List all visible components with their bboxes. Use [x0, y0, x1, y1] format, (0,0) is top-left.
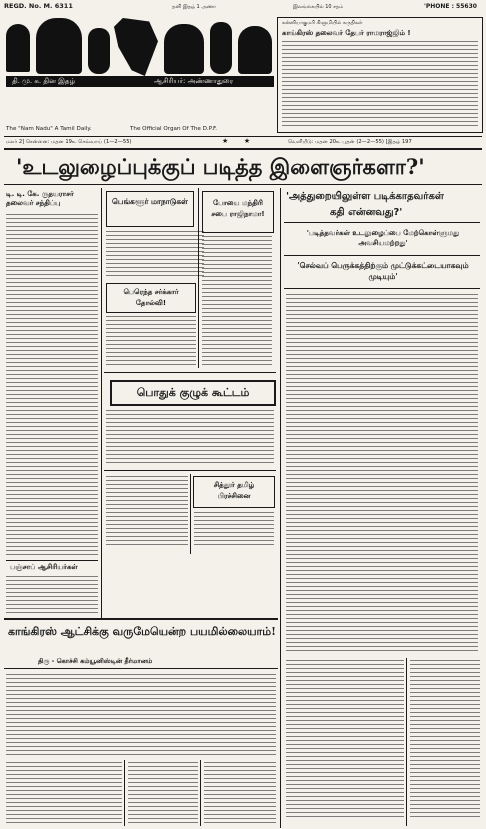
logo-subtitle-left: தி. மு. க. தின இதழ்: [12, 77, 76, 85]
top-right-news-box: [277, 17, 483, 133]
chittoor-tamil-box: [193, 476, 275, 508]
bombay-ministry-title: போயை மந்திரி சபை ராஜிநாமா!: [211, 199, 265, 218]
registration-number: REGD. No. M. 6311: [4, 2, 73, 10]
star-ornament: ★ ★: [222, 137, 251, 145]
right-quote-1: 'படித்தவர்கள் உடலுழைப்பை மேற்கொள்ளுமது அவசியமற்றது': [306, 229, 460, 247]
main-headline: 'உடலுழைப்புக்குப் படித்த இளைஞர்களா?': [16, 154, 425, 179]
berent-government-title: பெரெந்த சர்க்கார் தோல்வி!: [123, 288, 179, 307]
right-headline-line2: கதி என்னவது?': [330, 207, 403, 218]
top-right-box-title: காங்கிரஸ் தலைவர் தேபர் ராமராஜ்ஜிம் !: [282, 29, 411, 37]
english-official-organ: The Official Organ Of The D.P.F.: [130, 126, 218, 132]
top-right-box-heading: கன்னியாகுமரி கிளுமியில் கருதிகள்: [282, 20, 363, 26]
tamilnadu-map-icon: [114, 18, 158, 76]
price-ceylon: இலங்கையில் 10 சதம்: [293, 4, 344, 10]
dateline-left: மலர் 2] சென்னை: மதன 19உ செவ்வாய் (1—2—55): [6, 139, 132, 145]
chittoor-tamil-title: சித்தூர் தமிழ் பிரச்சினை: [213, 481, 255, 500]
general-meeting-title: பொதுக் குழுக் கூட்டம்: [136, 386, 250, 399]
english-tagline: The "Nam Nadu" A Tamil Daily.: [6, 126, 92, 132]
dateline-right: வெளியீடு: மதன 20உ புதன் (2—2—55) [இதழ் 197: [288, 139, 412, 145]
bottom-left-subheading: திரு - கொச்சி கம்யூனிஸ்டின் தீர்மானம்: [38, 657, 153, 665]
price-local: தனி இதழ் 1 அணா: [172, 4, 216, 10]
left-column-heading-punjab: பஞ்சாப் ஆசிரியர்கள்: [10, 563, 78, 571]
right-headline-line1: 'அத்துறையிலுள்ள படிக்காதவர்கள்: [286, 191, 444, 202]
logo-subtitle-right: ஆசிரியர்: அண்ணாதுரை: [154, 77, 234, 85]
phone-number: 'PHONE : 55630: [424, 3, 477, 10]
bangalore-conference-box: [106, 191, 194, 227]
bombay-ministry-box: [202, 191, 274, 233]
newspaper-logo: [6, 18, 274, 86]
left-column-heading: டி. டி. கே. ருதயராசர் தலைவர் சந்திப்பு: [6, 190, 74, 207]
general-meeting-banner: [110, 380, 276, 406]
bottom-left-headline: காங்கிரஸ் ஆட்சிக்கு வருமேயென்ற பயமில்லையாம்!: [8, 625, 276, 638]
right-quote-2: 'செல்வப் பெருக்கத்திற்கும் முட்டுக்கட்டையாகவும் முடியும்': [297, 261, 469, 281]
berent-government-box: [106, 283, 196, 313]
bangalore-conference-title: பெங்களூர் மாநாடுகள்: [112, 197, 188, 206]
